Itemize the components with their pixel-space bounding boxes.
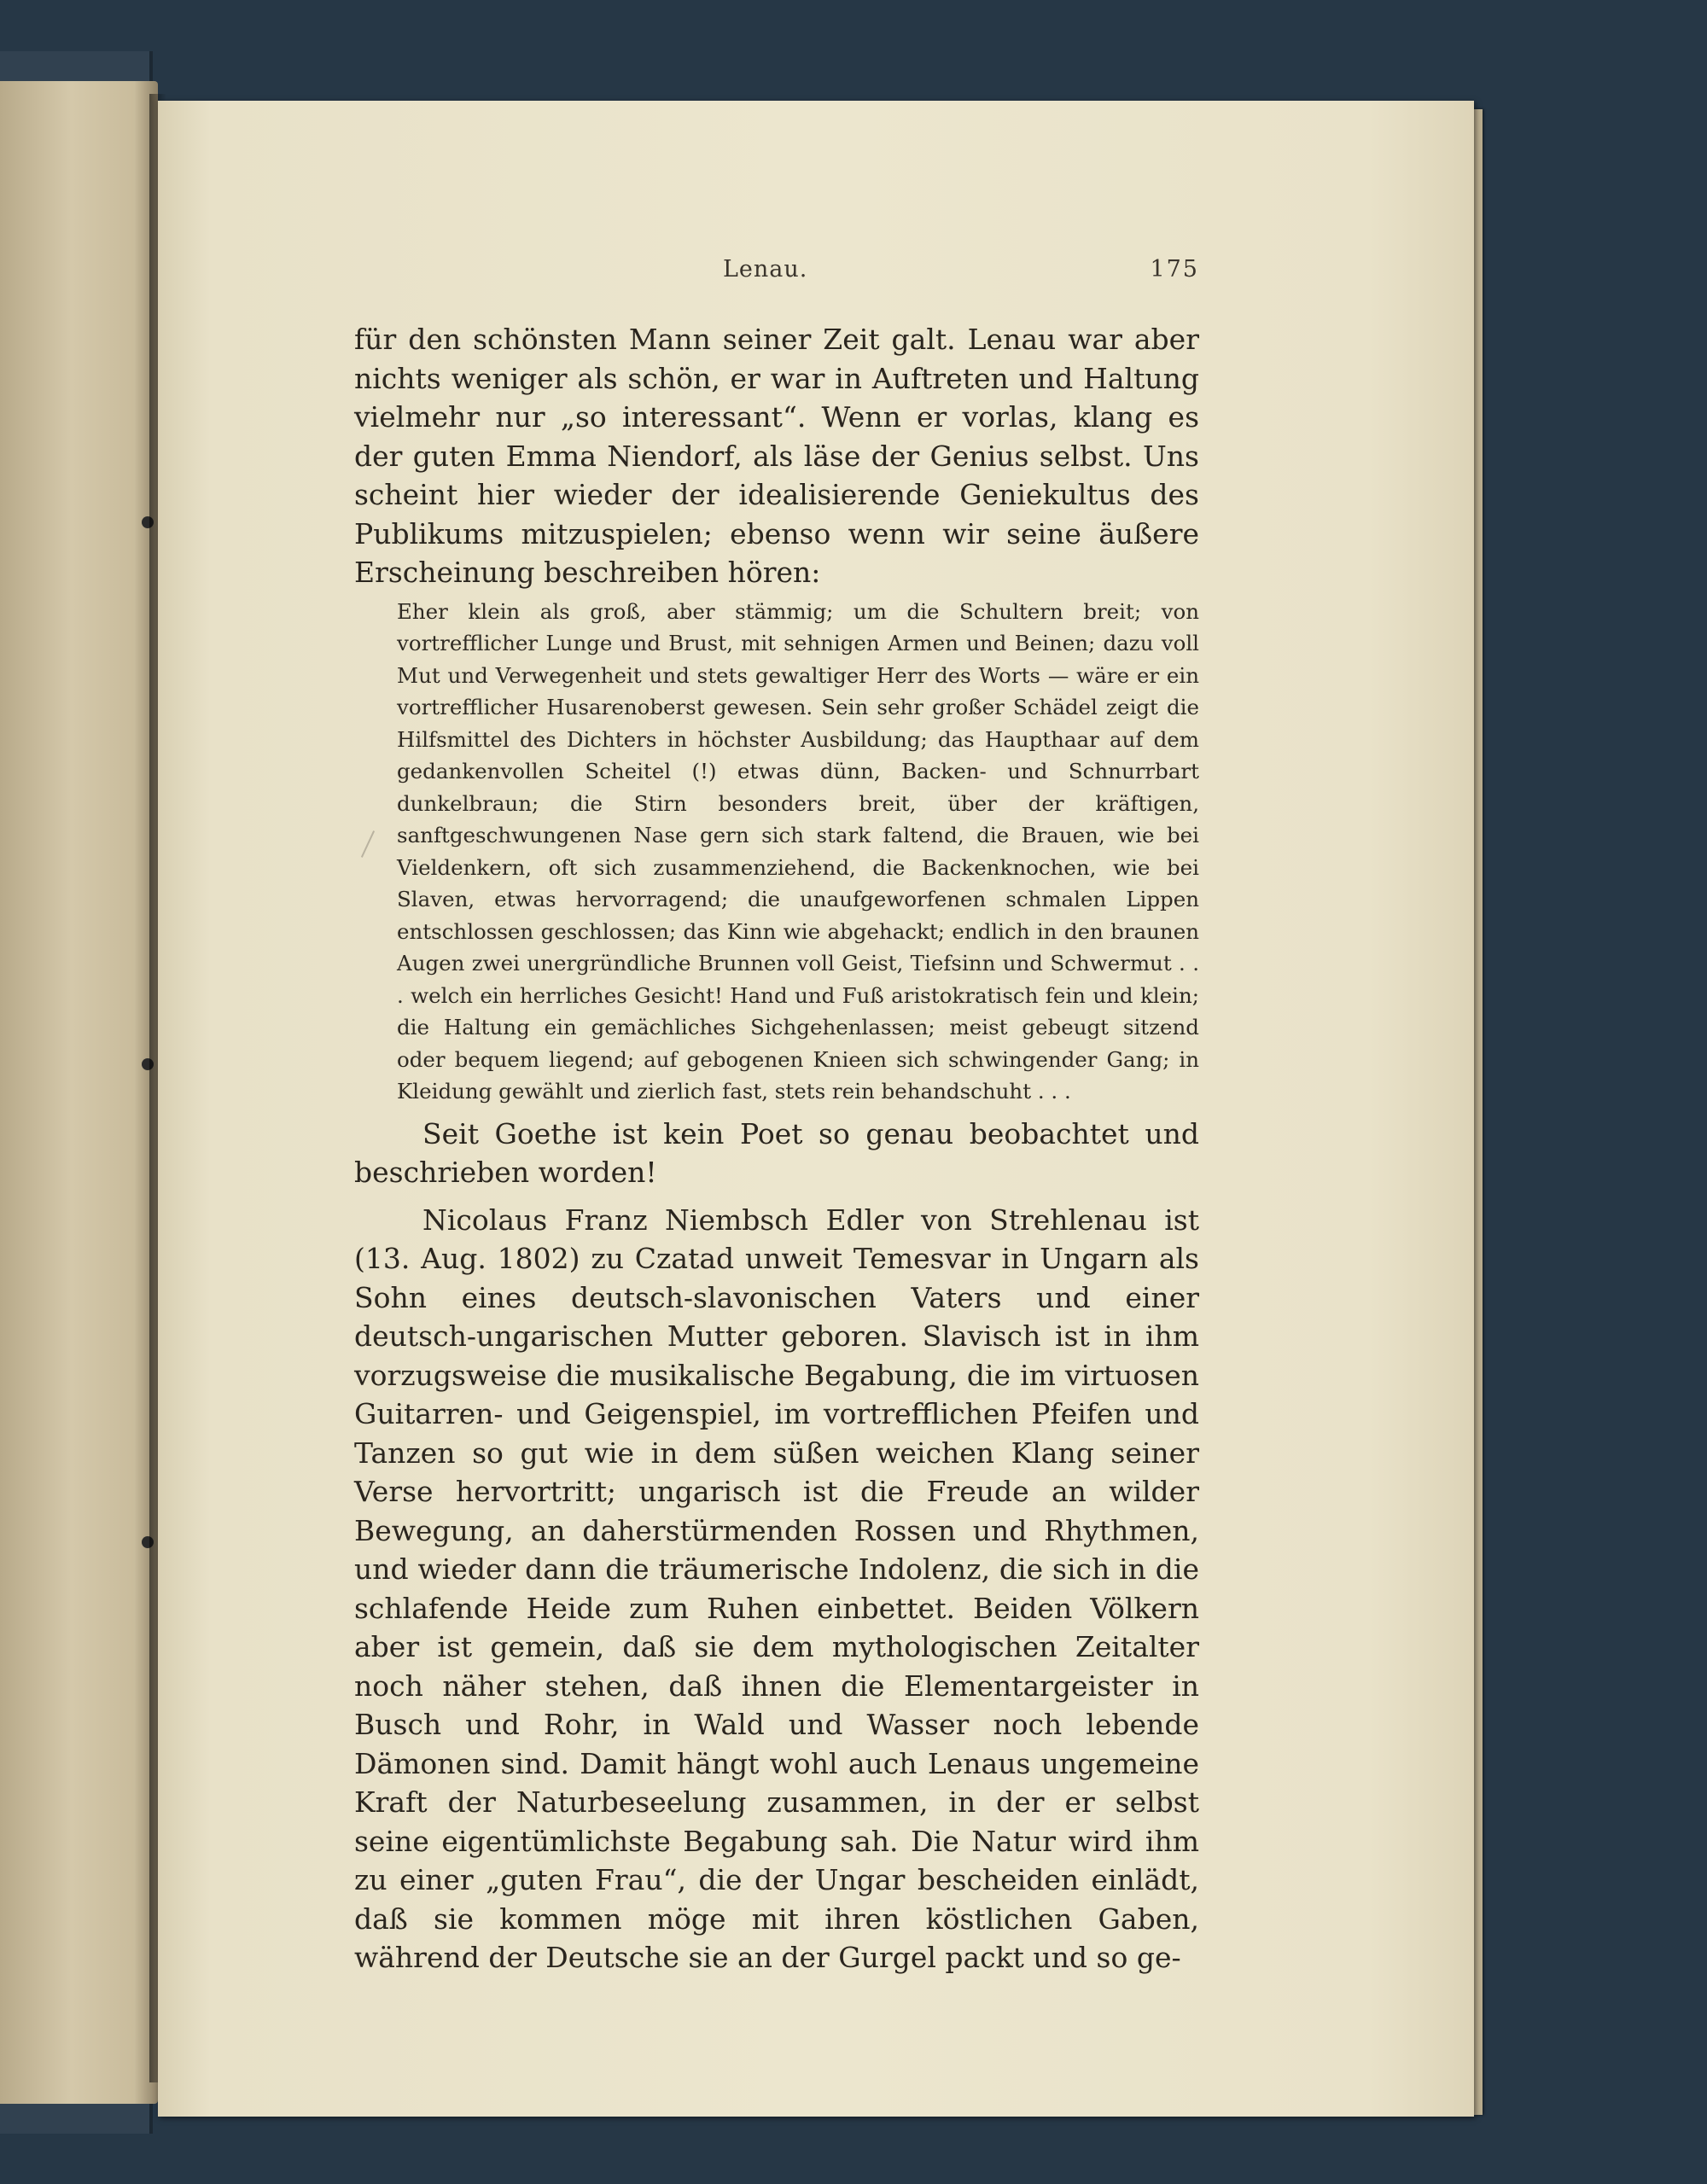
- page-number: 175: [1150, 256, 1199, 282]
- paragraph-goethe: Seit Goethe ist kein Poet so genau beobachtet und beschrieben worden!: [354, 1116, 1199, 1189]
- paragraph-intro: für den schönsten Mann seiner Zeit galt. Lenau war aber nichts weniger als schön, er war in Auftreten und Haltung vielmehr nur „so interessant“. Wenn er vorlas, klang es der guten Emma Niendorf, als läse der Genius selbst. Uns scheint hier wieder der idealisierende Geniekultus des Publikums mitzuspielen; ebenso wenn wir seine äußere Erscheinung beschreiben hören:: [354, 323, 1199, 589]
- page-header: [354, 256, 1199, 290]
- running-head: Lenau.: [723, 256, 808, 282]
- page-stack-edge: [1474, 109, 1483, 2115]
- facing-page-edge: [0, 81, 158, 2104]
- paragraph-biography: Nicolaus Franz Niembsch Edler von Strehlenau ist (13. Aug. 1802) zu Czatad unweit Temesvar in Ungarn als Sohn eines deutsch-slavonischen Vaters und einer deutsch-ungarischen Mutter geboren. Slavisch ist in ihm vorzugsweise die musikalische Begabung, die im virtuosen Guitarren- und Geigenspiel, im vortrefflichen Pfeifen und Tanzen so gut wie in dem süßen weichen Klang seiner Verse hervortritt; ungarisch ist die Freude an wilder Bewegung, an daherstürmenden Rossen und Rhythmen, und wieder dann die träumerische Indolenz, die sich in die schlafende Heide zum Ruhen einbettet. Beiden Völkern aber ist gemein, daß sie dem mythologischen Zeitalter noch näher stehen, daß ihnen die Elementargeister in Busch und Rohr, in Wald und Wasser noch lebende Dämonen sind. Damit hängt wohl auch Lenaus ungemeine Kraft der Naturbeseelung zusammen, in der er selbst seine eigentümlichste Begabung sah. Die Natur wird ihm zu einer „guten Frau“, die der Ungar bescheiden einlädt, daß sie kommen möge mit ihren köstlichen Gaben, während der Deutsche sie an der Gurgel packt und so ge-: [354, 1203, 1199, 1974]
- block-quote-description: Eher klein als groß, aber stämmig; um die Schultern breit; von vortrefflicher Lunge und Brust, mit sehnigen Armen und Beinen; dazu voll Mut und Verwegenheit und stets gewaltiger Herr des Worts — wäre er ein vortrefflicher Husarenoberst gewesen. Sein sehr großer Schädel zeigt die Hilfsmittel des Dichters in höchster Ausbildung; das Haupthaar auf dem gedankenvollen Scheitel (!) etwas dünn, Backen- und Schnurrbart dunkelbraun; die Stirn besonders breit, über der kräftigen, sanftgeschwungenen Nase gern sich stark faltend, die Brauen, wie bei Vieldenkern, oft sich zusammenziehend, die Backenknochen, wie bei Slaven, etwas hervorragend; die unaufgeworfenen schmalen Lippen entschlossen geschlossen; das Kinn wie abgehackt; endlich in den braunen Augen zwei unergründliche Brunnen voll Geist, Tiefsinn und Schwermut . . . welch ein herrliches Gesicht! Hand und Fuß aristokratisch fein und klein; die Haltung ein gemächliches Sichgehenlassen; meist gebeugt sitzend oder bequem liegend; auf gebogenen Knieen sich schwingender Gang; in Kleidung gewählt und zierlich fast, stets rein behandschuht . . .: [397, 598, 1199, 1104]
- page-body: [354, 320, 1199, 1977]
